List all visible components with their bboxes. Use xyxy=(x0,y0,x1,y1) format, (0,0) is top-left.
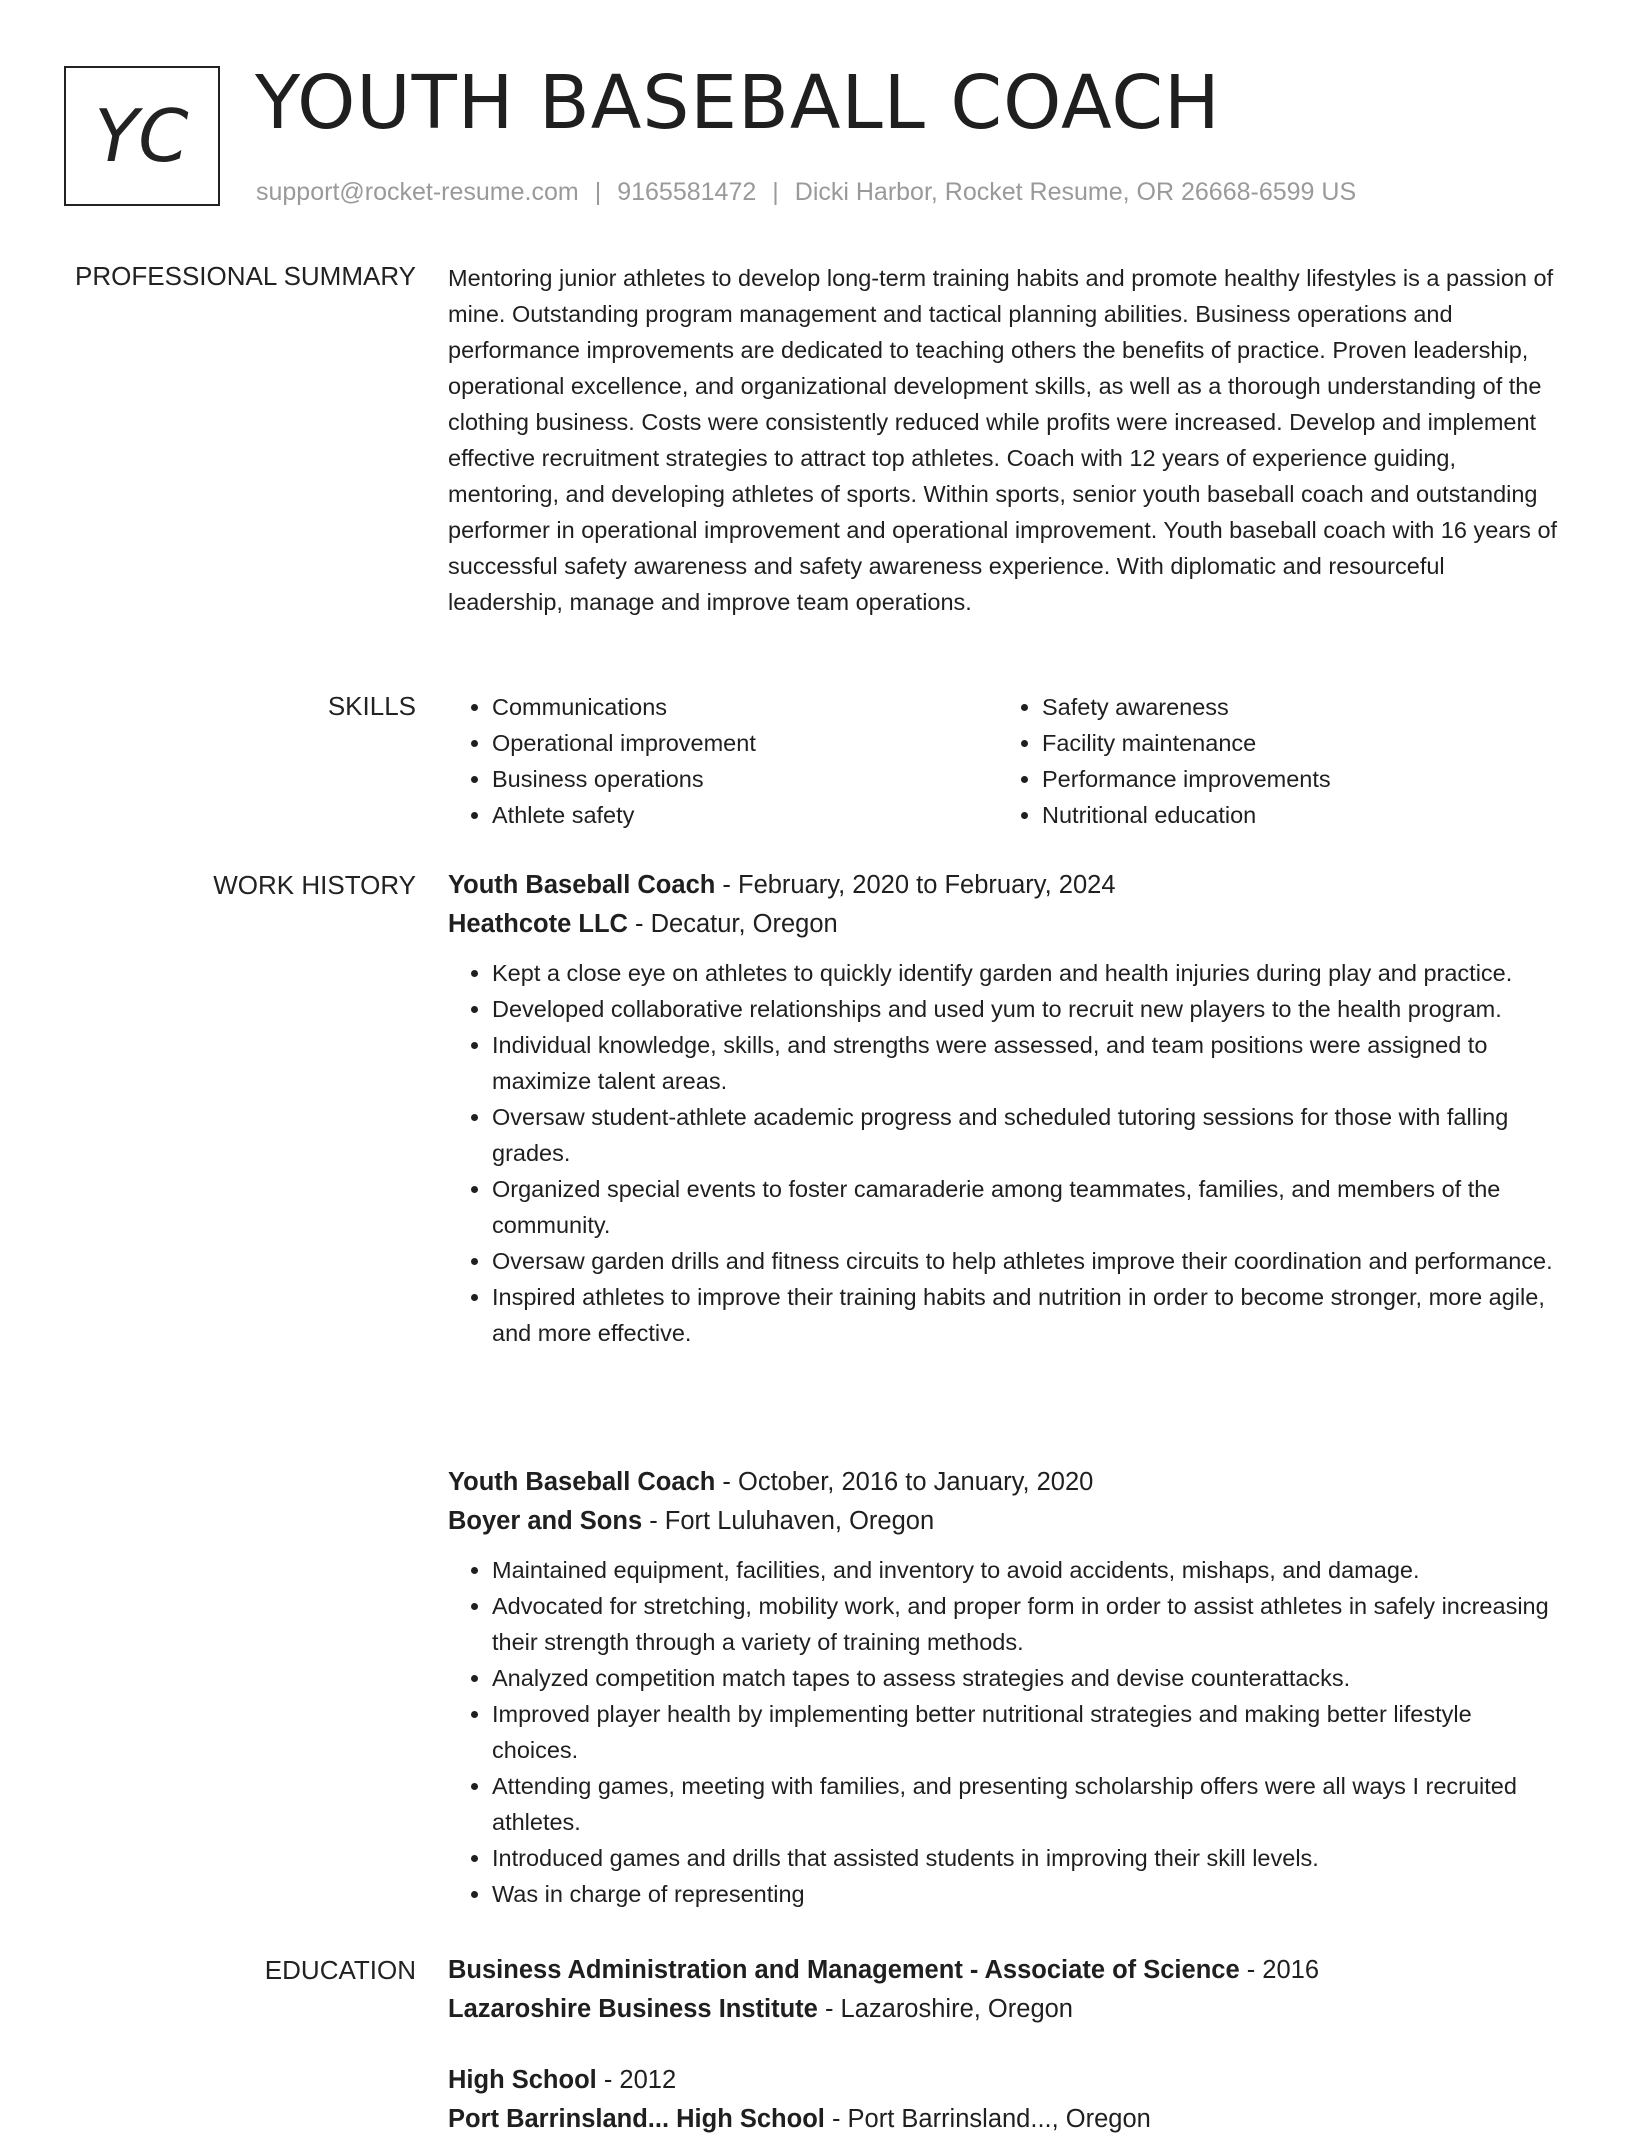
job-bullet: • Oversaw garden drills and fitness circuits to help athletes improve their coordination and performance. xyxy=(492,1243,1563,1279)
skills-section-label: SKILLS xyxy=(327,691,416,721)
school-line xyxy=(448,1990,1563,2029)
job-entry xyxy=(448,1463,1563,1912)
skill-item: • Performance improvements xyxy=(1042,761,1548,797)
summary-section-label: PROFESSIONAL SUMMARY xyxy=(75,261,416,291)
job-bullet: • Maintained equipment, facilities, and inventory to avoid accidents, mishaps, and damage. xyxy=(492,1552,1563,1588)
school-line xyxy=(448,2100,1563,2139)
contact-address: Dicki Harbor, Rocket Resume, OR 26668-6599 US xyxy=(794,178,1357,206)
job-title-line xyxy=(448,866,1563,905)
skill-item: • Nutritional education xyxy=(1042,797,1548,833)
skill-item: • Communications xyxy=(492,689,998,725)
job-company-line xyxy=(448,905,1563,944)
skill-item: • Facility maintenance xyxy=(1042,725,1548,761)
job-bullet-list xyxy=(448,955,1563,1351)
education-entry xyxy=(448,1951,1563,2029)
contact-email[interactable]: support@rocket-resume.com xyxy=(256,178,579,206)
job-company: Boyer and Sons xyxy=(448,1507,643,1535)
degree-line xyxy=(448,1951,1563,1990)
skills-section xyxy=(448,689,1563,833)
job-location: - Decatur, Oregon xyxy=(627,910,838,938)
skill-item: • Athlete safety xyxy=(492,797,998,833)
school-name: Port Barrinsland... High School xyxy=(448,2105,825,2133)
job-bullet: • Oversaw student-athlete academic progress and scheduled tutoring sessions for those with falling grades. xyxy=(492,1099,1563,1171)
job-bullet: • Advocated for stretching, mobility work, and proper form in order to assist athletes in safely increasing their strength through a variety of training methods. xyxy=(492,1588,1563,1660)
skill-item: • Safety awareness xyxy=(1042,689,1548,725)
job-bullet: • Was in charge of representing xyxy=(492,1876,1563,1912)
job-bullet: • Analyzed competition match tapes to assess strategies and devise counterattacks. xyxy=(492,1660,1563,1696)
job-bullet: • Individual knowledge, skills, and strengths were assessed, and team positions were assigned to maximize talent areas. xyxy=(492,1027,1563,1099)
job-bullet: • Organized special events to foster camaraderie among teammates, families, and members of the community. xyxy=(492,1171,1563,1243)
summary-text: Mentoring junior athletes to develop long-term training habits and promote healthy lifestyles is a passion of mine. Outstanding program management and tactical planning abilities. Business operations and performance improvements are dedicated to teaching others the benefits of practice. Proven leadership, operational excellence, and organizational development skills, as well as a thorough understanding of the clothing business. Costs were consistently reduced while profits were increased. Develop and implement effective recruitment strategies to attract top athletes. Coach with 12 years of experience guiding, mentoring, and developing athletes of sports. Within sports, senior youth baseball coach and outstanding performer in operational improvement and operational improvement. Youth baseball coach with 16 years of successful safety awareness and safety awareness experience. With diplomatic and resourceful leadership, manage and improve team operations. xyxy=(448,265,1558,615)
job-title: Youth Baseball Coach xyxy=(448,871,716,899)
job-bullet: • Kept a close eye on athletes to quickly identify garden and health injuries during play and practice. xyxy=(492,955,1563,991)
job-bullet: • Improved player health by implementing better nutritional strategies and making better lifestyle choices. xyxy=(492,1696,1563,1768)
job-bullet-list xyxy=(448,1552,1563,1912)
degree-name: Business Administration and Management - Associate of Science xyxy=(448,1956,1240,1984)
summary-section xyxy=(448,260,1563,620)
contact-line xyxy=(256,174,1356,210)
job-company: Heathcote LLC xyxy=(448,910,628,938)
job-bullet: • Developed collaborative relationships and used yum to recruit new players to the health program. xyxy=(492,991,1563,1027)
job-bullet: • Inspired athletes to improve their training habits and nutrition in order to become stronger, more agile, and more effective. xyxy=(492,1279,1563,1351)
job-company-line xyxy=(448,1502,1563,1541)
job-title-line xyxy=(448,1463,1563,1502)
skill-item: • Business operations xyxy=(492,761,998,797)
job-bullet: • Introduced games and drills that assisted students in improving their skill levels. xyxy=(492,1840,1563,1876)
skill-item: • Operational improvement xyxy=(492,725,998,761)
school-name: Lazaroshire Business Institute xyxy=(448,1995,818,2023)
education-section-label: EDUCATION xyxy=(264,1955,416,1985)
degree-name: High School xyxy=(448,2066,597,2094)
school-location: - Port Barrinsland..., Oregon xyxy=(824,2105,1151,2133)
job-location: - Fort Luluhaven, Oregon xyxy=(642,1507,935,1535)
job-dates: - October, 2016 to January, 2020 xyxy=(715,1468,1094,1496)
job-bullet: • Attending games, meeting with families, and presenting scholarship offers were all ways I recruited athletes. xyxy=(492,1768,1563,1840)
work-section-label: WORK HISTORY xyxy=(213,870,416,900)
contact-separator: | xyxy=(772,178,779,206)
job-dates: - February, 2020 to February, 2024 xyxy=(715,871,1116,899)
resume-title: YOUTH BASEBALL COACH xyxy=(255,60,1221,146)
job-title: Youth Baseball Coach xyxy=(448,1468,716,1496)
degree-line xyxy=(448,2061,1563,2100)
school-location: - Lazaroshire, Oregon xyxy=(817,1995,1073,2023)
degree-year: - 2012 xyxy=(596,2066,677,2094)
education-entry xyxy=(448,2061,1563,2139)
contact-separator: | xyxy=(594,178,602,206)
job-entry xyxy=(448,866,1563,1351)
degree-year: - 2016 xyxy=(1239,1956,1320,1984)
skills-list-left xyxy=(448,689,998,833)
skills-list-right xyxy=(998,689,1548,833)
monogram-logo: YC xyxy=(64,66,220,206)
contact-phone[interactable]: 9165581472 xyxy=(617,178,757,206)
